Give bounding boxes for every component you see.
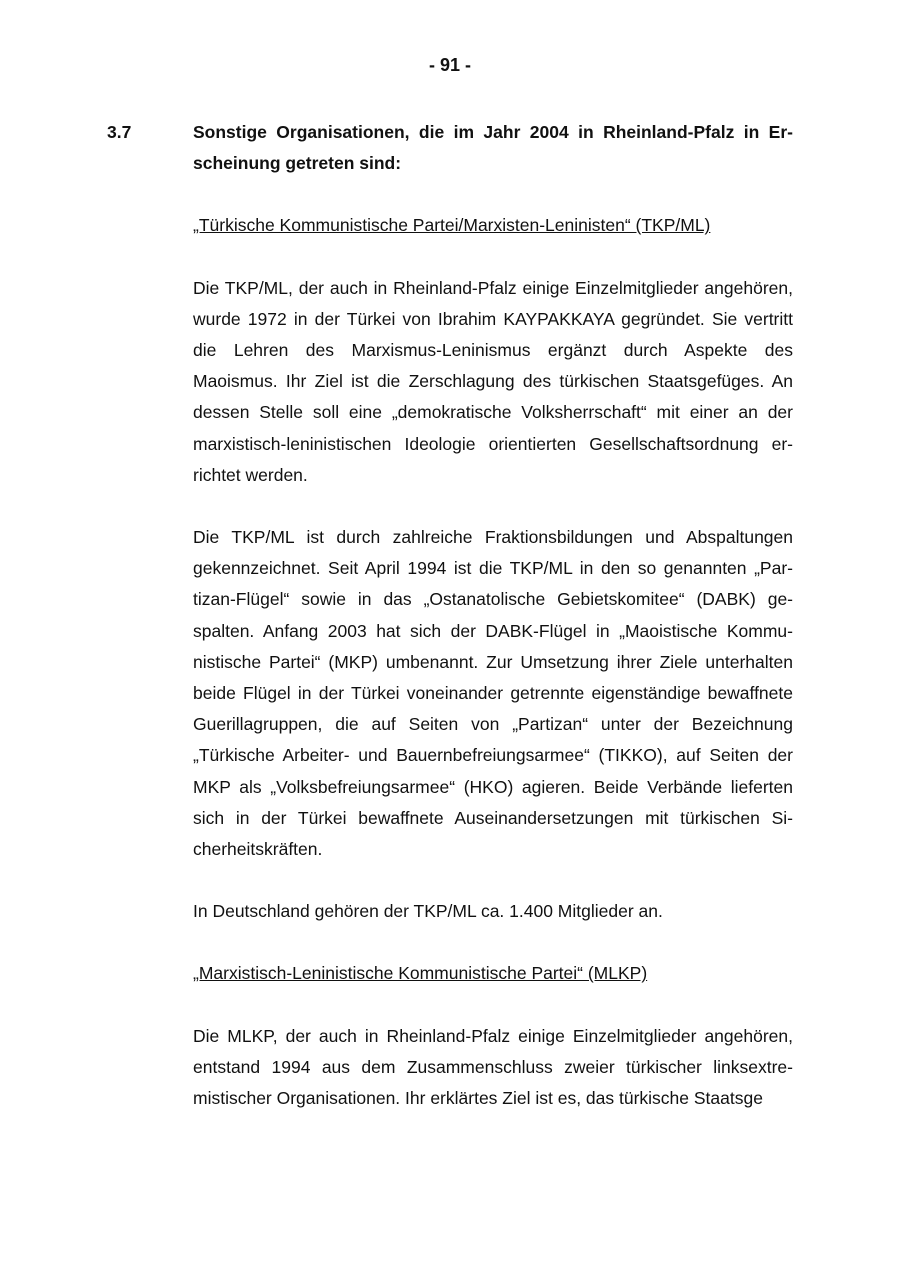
section-title: Sonstige Organisationen, die im Jahr 2004 in Rheinland-Pfalz in Erscheinung getreten sind: <box>193 122 793 174</box>
subheading-tkp-ml: „Türkische Kommunistische Partei/Marxisten-Leninisten“ (TKP/ML) <box>193 215 711 236</box>
paragraph-tkp-ml-intro: Die TKP/ML, der auch in Rheinland-Pfalz einige Einzelmitglieder angehören, wurde 1972 in der Türkei von Ibrahim KAYPAKKAYA gegründet. Sie vertritt die Lehren des Marxismus-Leninismus ergänzt durch Aspekte des Maoismus. Ihr Ziel ist die Zerschlagung des türkischen Staatsgefüges. An dessen Stelle soll eine „demokratische Volksherrschaft“ mit einer an der marxistisch-leninistischen Ideologie orientierten Gesellschaftsordnung errichtet werden. <box>193 277 793 485</box>
paragraph-tkp-ml-members: In Deutschland gehören der TKP/ML ca. 1.400 Mitglieder an. <box>193 901 663 922</box>
paragraph-mlkp-intro: Die MLKP, der auch in Rheinland-Pfalz einige Einzelmitglieder angehören, entstand 1994 aus dem Zusammenschluss zweier türkischer linksextremistischer Organisationen. Ihr erklärtes Ziel ist es, das türkische Staatsge <box>193 1025 793 1109</box>
section-number: 3.7 <box>107 122 132 142</box>
page-number: - 91 - <box>428 55 471 75</box>
paragraph-tkp-ml-factions: Die TKP/ML ist durch zahlreiche Fraktionsbildungen und Abspaltungen gekennzeichnet. Seit April 1994 ist die TKP/ML in den so genannten „Partizan-Flügel“ sowie in das „Ostanatolische Gebietskomitee“ (DABK) gespalten. Anfang 2003 hat sich der DABK-Flügel in „Maoistische Kommunistische Partei“ (MKP) umbenannt. Zur Umsetzung ihrer Ziele unterhalten beide Flügel in der Türkei voneinander getrennte eigenständige bewaffnete Guerillagruppen, die auf Seiten von „Partizan“ unter der Bezeichnung „Türkische Arbeiter- und Bauernbefreiungsarmee“ (TIKKO), auf Seiten der MKP als „Volksbefreiungsarmee“ (HKO) agieren. Beide Verbände lieferten sich in der Türkei bewaffnete Auseinandersetzungen mit türkischen Sicherheitskräften. <box>193 527 793 860</box>
subheading-mlkp: „Marxistisch-Leninistische Kommunistische Partei“ (MLKP) <box>193 963 648 984</box>
document-body <box>193 117 793 1114</box>
